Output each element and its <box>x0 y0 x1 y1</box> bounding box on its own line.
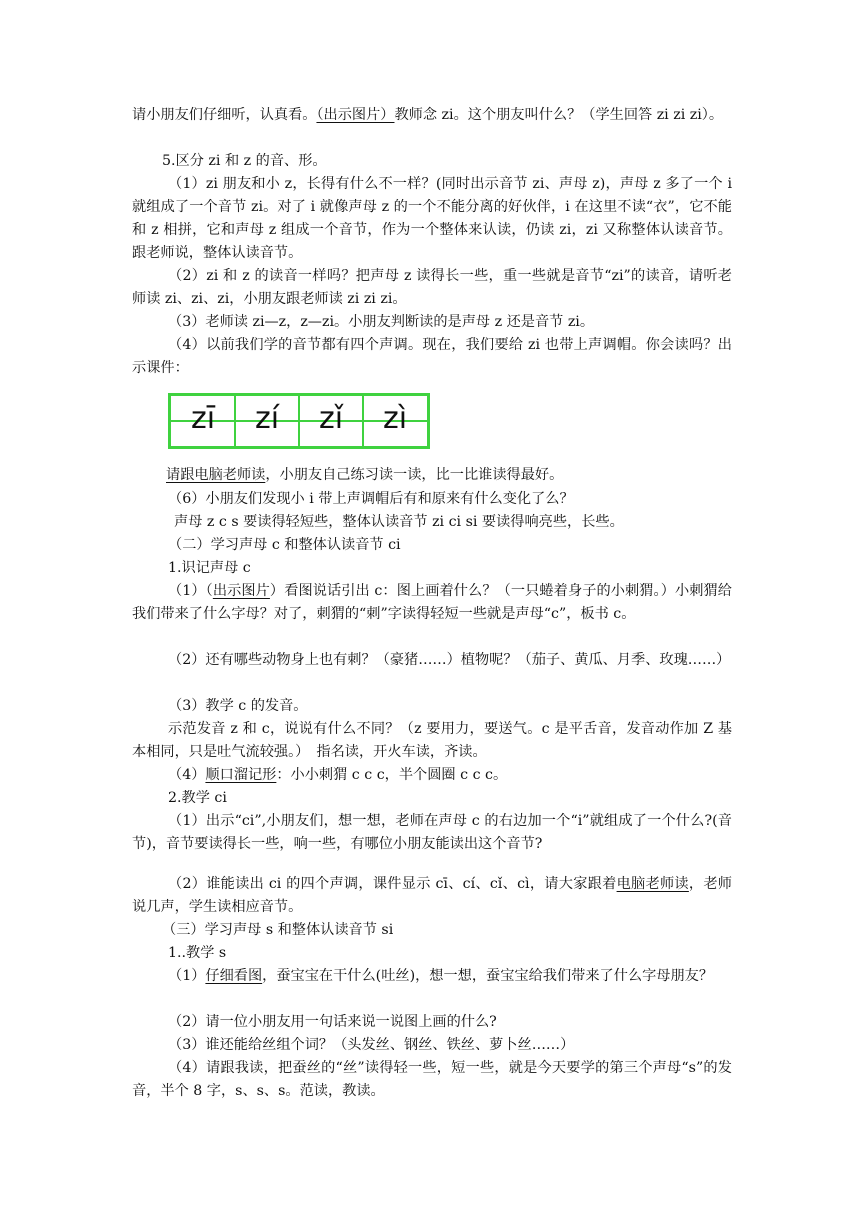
paragraph-c-demo: 示范发音 z 和 c，说说有什么不同？（z 要用力，要送气。c 是平舌音，发音动作加 Z 基本相同，只是吐气流较强。） 指名读，开火车读，齐读。 <box>132 721 732 760</box>
paragraph-practice: 请跟电脑老师读，小朋友自己练习读一读，比一比谁读得最好。 <box>166 467 564 483</box>
syllable-tone-1: zī <box>190 401 216 436</box>
paragraph-c-step-3: （3）教学 c 的发音。 <box>168 698 308 714</box>
show-picture-link[interactable]: 出示图片 <box>212 583 270 599</box>
paragraph-step-3: （3）老师读 zi—z，z—zi。小朋友判断读的是声母 z 还是音节 zi。 <box>168 314 595 330</box>
paragraph-c-step-2: （2）还有哪些动物身上也有刺？（豪猪……）植物呢？（茄子、黄瓜、月季、玫瑰……） <box>168 652 731 668</box>
heading-distinguish: 5.区分 zi 和 z 的音、形。 <box>162 153 327 169</box>
computer-teacher-link[interactable]: 电脑老师读 <box>616 876 689 892</box>
paragraph-intro: 请小朋友们仔细听，认真看。（出示图片）教师念 zi。这个朋友叫什么？（学生回答 zi zi zi）。 <box>132 107 724 123</box>
paragraph-ci-step-1: （1）出示“ci”,小朋友们，想一想，老师在声母 c 的右边加一个“i”就组成了一个什么?(音节)，音节要读得长一些，响一些，有哪位小朋友能读出这个音节? <box>132 813 732 852</box>
paragraph-s-step-4: （4）请跟我读，把蚕丝的“丝”读得轻一些，短一些，就是今天要学的第三个声母“s”的发音，半个 8 字，s、s、s。范读，教读。 <box>132 1060 732 1099</box>
paragraph-c-step-4: （4）顺口溜记形：小小刺猬 c c c，半个圆圈 c c c。 <box>168 767 508 783</box>
syllable-tone-4: zì <box>382 401 408 436</box>
paragraph-summary: 声母 z c s 要读得轻短些，整体认读音节 zi ci si 要读得响亮些，长些。 <box>174 514 624 530</box>
look-carefully-link[interactable]: 仔细看图 <box>205 968 263 984</box>
paragraph-s-step-1: （1）仔细看图，蚕宝宝在干什么(吐丝)，想一想，蚕宝宝给我们带来了什么字母朋友？ <box>168 968 714 984</box>
tone-syllable-grid <box>168 393 430 449</box>
subheading-recognize-c: 1.识记声母 c <box>168 560 251 576</box>
subheading-teach-ci: 2.教学 ci <box>168 790 227 806</box>
paragraph-s-step-3: （3）谁还能给丝组个词？（头发丝、钢丝、铁丝、萝卜丝……） <box>168 1037 575 1053</box>
paragraph-step-2: （2）zi 和 z 的读音一样吗？把声母 z 读得长一些，重一些就是音节“zi”的读音，请听老师读 zi、zi、zi，小朋友跟老师读 zi zi zi。 <box>132 268 732 307</box>
paragraph-ci-step-2: （2）谁能读出 ci 的四个声调，课件显示 cī、cí、cǐ、cì，请大家跟着电脑老师读，老师说几声，学生读相应音节。 <box>132 876 732 915</box>
section-heading-s: （三）学习声母 s 和整体认读音节 si <box>162 922 394 938</box>
rhyme-memory-link[interactable]: 顺口溜记形 <box>205 767 277 783</box>
paragraph-s-step-2: （2）请一位小朋友用一句话来说一说图上画的什么? <box>168 1014 497 1030</box>
syllable-tone-3: zǐ <box>318 401 344 436</box>
paragraph-c-step-1: （1）（出示图片）看图说话引出 c：图上画着什么？（一只蜷着身子的小刺猬。）小刺猬给我们带来了什么字母？对了，刺猬的“刺”字读得轻短一些就是声母“c”，板书 c。 <box>132 583 732 622</box>
paragraph-step-6: （6）小朋友们发现小 i 带上声调帽后有和原来有什么变化了么？ <box>168 491 574 507</box>
paragraph-step-4: （4）以前我们学的音节都有四个声调。现在，我们要给 zi 也带上声调帽。你会读吗？出示课件： <box>132 337 732 376</box>
follow-computer-teacher-link[interactable]: 请跟电脑老师读 <box>166 467 266 483</box>
syllable-tone-2: zí <box>254 401 280 436</box>
paragraph-step-1: （1）zi 朋友和小 z，长得有什么不一样？(同时出示音节 zi、声母 z)，声母 z 多了一个 i 就组成了一个音节 zi。对了 i 就像声母 z 的一个不能分离的好伙伴，i 在这里不读“衣”，它不能和 z 相拼，它和声母 z 组成一个音节，作为一个整体来认读，仍读 zi，zi 又称整体认读音节。跟老师说，整体认读音节。 <box>132 176 732 261</box>
show-picture-link[interactable]: （出示图片） <box>316 107 395 123</box>
subheading-teach-s: 1..教学 s <box>168 945 227 961</box>
section-heading-c: （二）学习声母 c 和整体认读音节 ci <box>168 537 401 553</box>
